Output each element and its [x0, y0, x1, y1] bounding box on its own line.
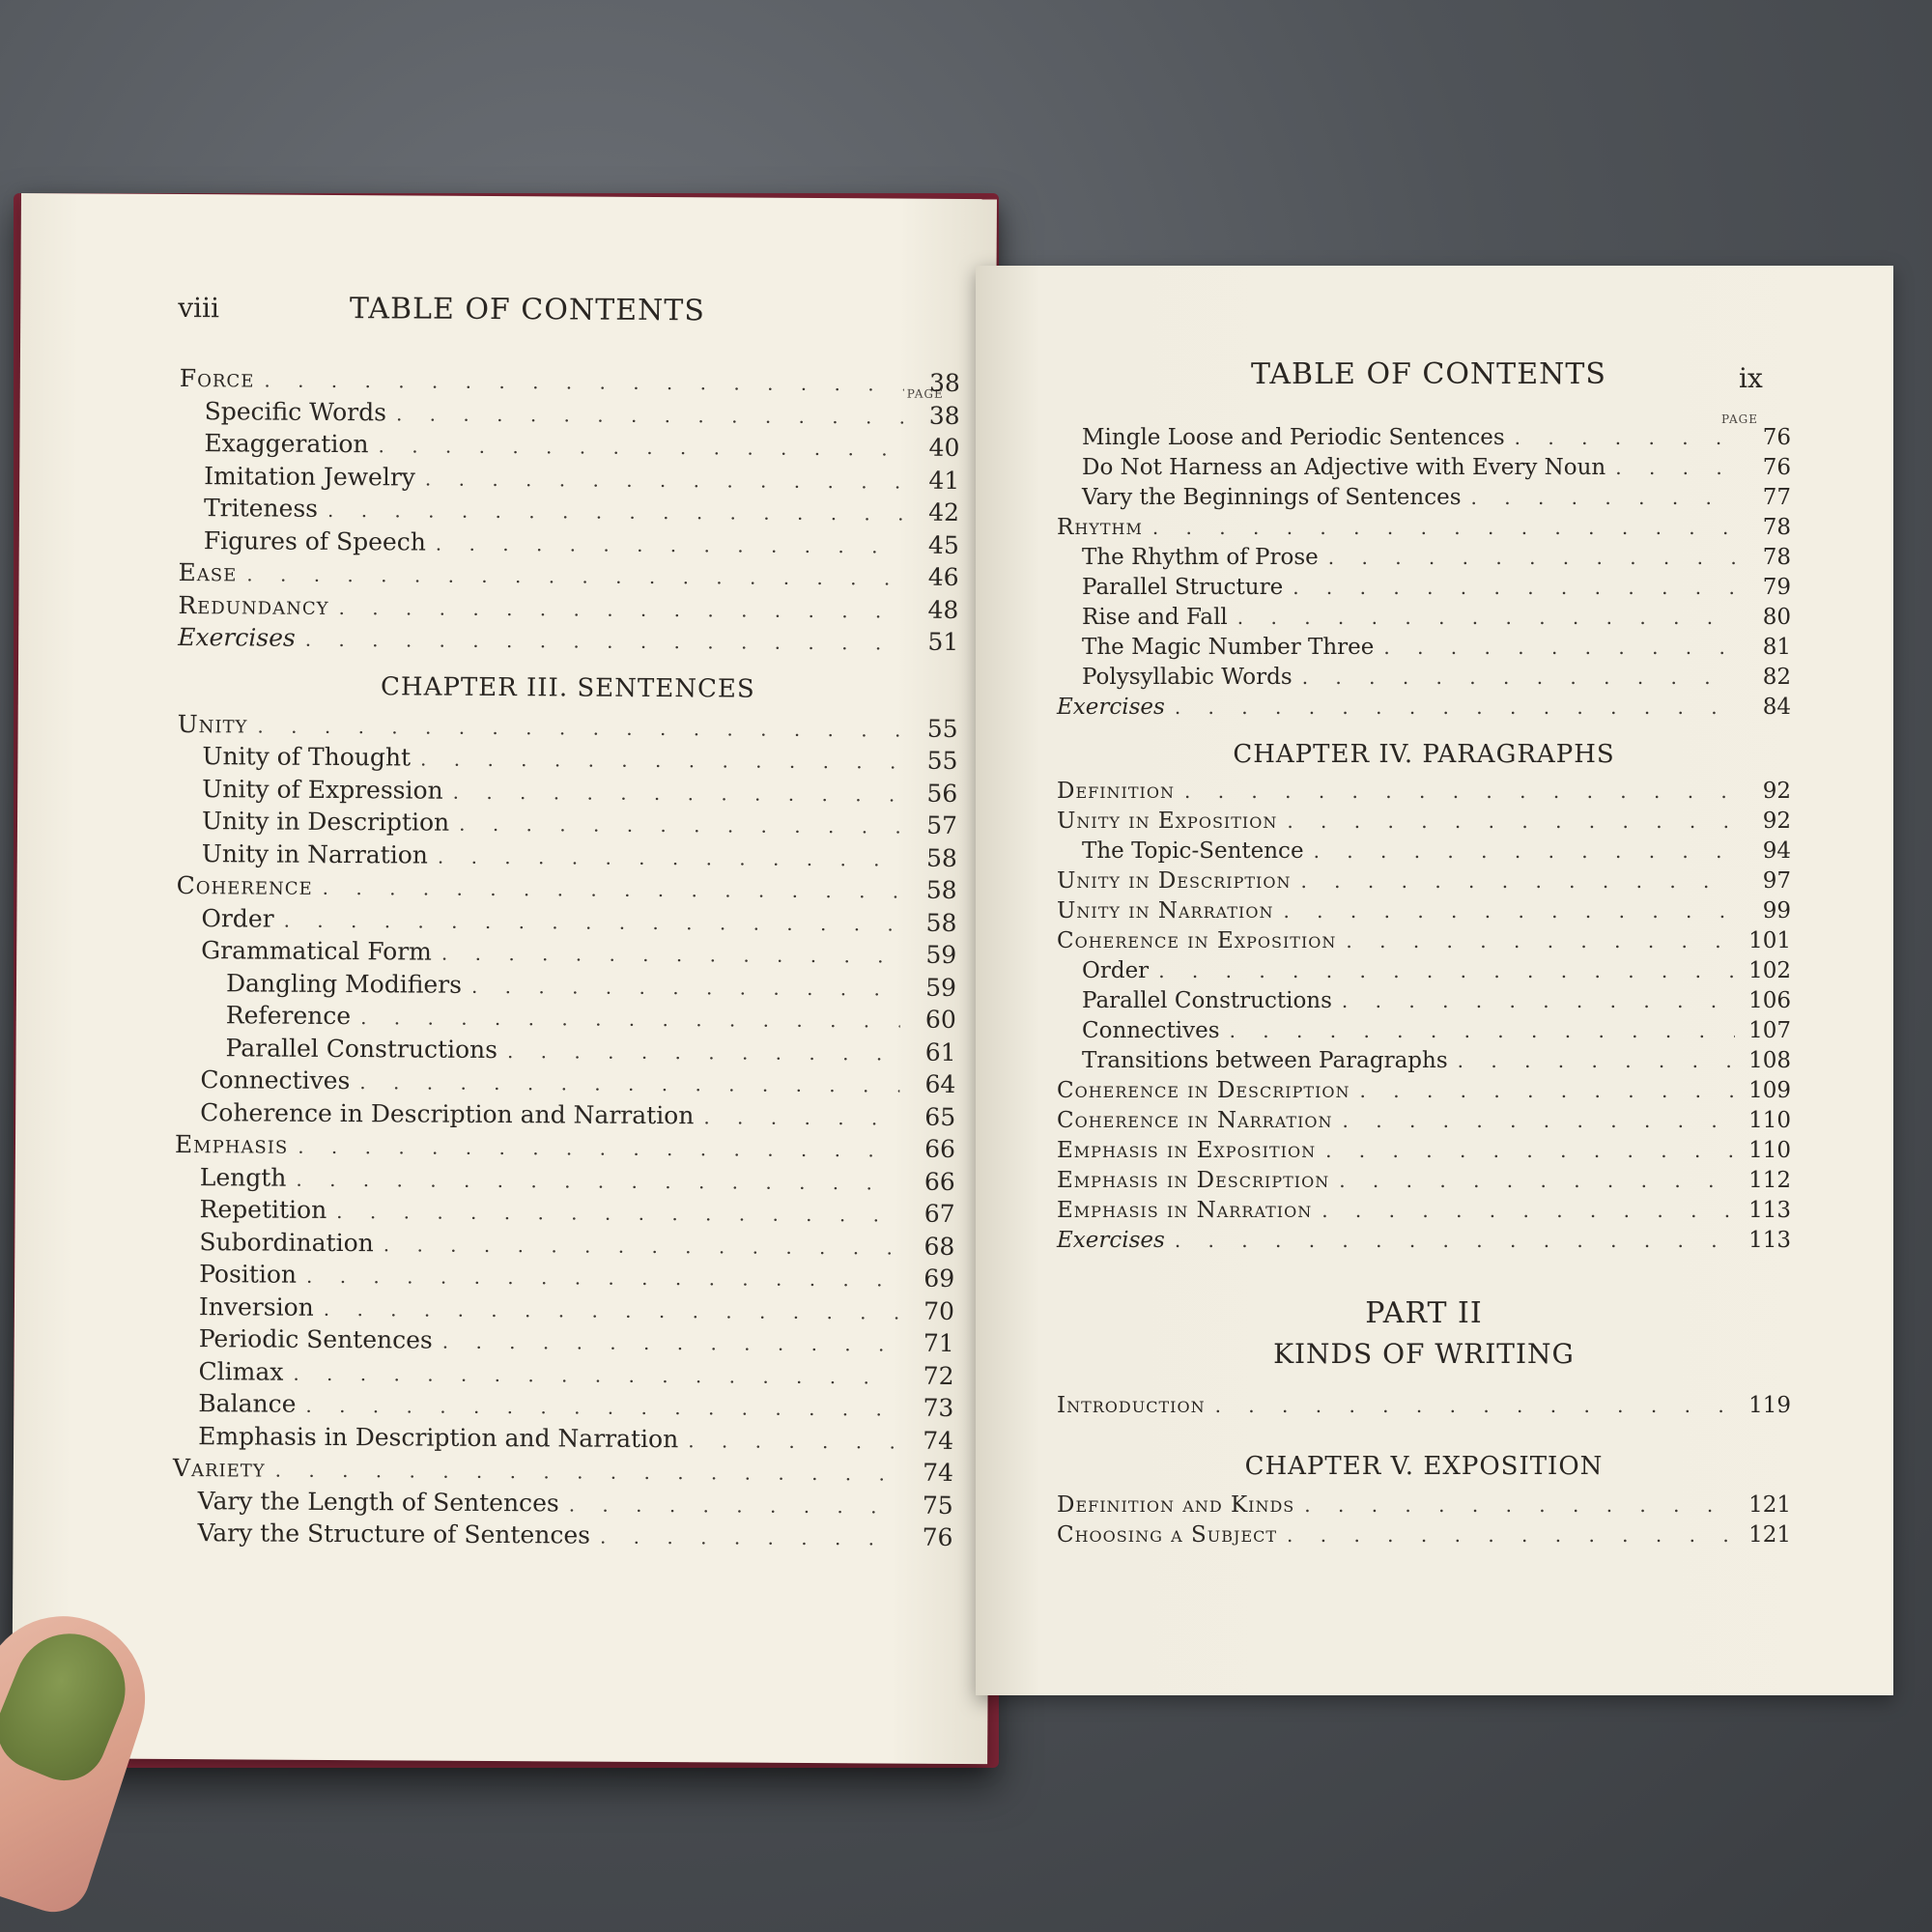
- toc-entry-page: 73: [923, 1393, 954, 1422]
- toc-entry-page: 109: [1748, 1078, 1791, 1103]
- left-page-title: TABLE OF CONTENTS: [349, 292, 705, 328]
- toc-entry-page: 69: [923, 1264, 955, 1293]
- toc-entry: [175, 1065, 955, 1102]
- toc-entry-page: 78: [1762, 515, 1791, 540]
- toc-entry: [175, 1033, 955, 1069]
- dot-leader: [1302, 666, 1735, 689]
- dot-leader: [1360, 1079, 1735, 1102]
- toc-entry: [175, 1130, 955, 1167]
- toc-entry-title: Inversion: [198, 1292, 314, 1321]
- dot-leader: [1230, 1019, 1735, 1042]
- toc-entry-title: Parallel Constructions: [225, 1033, 498, 1064]
- dot-leader: [600, 1525, 897, 1550]
- toc-entry-title: Connectives: [1082, 1018, 1220, 1043]
- dot-leader: [338, 596, 902, 623]
- toc-entry-page: 59: [925, 940, 957, 969]
- toc-entry-page: 41: [928, 466, 960, 495]
- toc-entry-page: 77: [1762, 485, 1791, 510]
- toc-entry-page: 58: [925, 875, 957, 904]
- toc-entry: [1057, 1522, 1791, 1552]
- toc-entry-title: Subordination: [199, 1227, 374, 1257]
- toc-entry-page: 74: [923, 1458, 954, 1487]
- dot-leader: [246, 562, 902, 589]
- toc-entry: [174, 1195, 954, 1232]
- toc-entry-title: Coherence: [176, 870, 313, 900]
- toc-entry-title: Emphasis in Description and Narration: [198, 1421, 679, 1453]
- toc-entry: [1057, 425, 1791, 455]
- toc-entry-title: Exercises: [178, 622, 296, 652]
- toc-entry-title: Unity of Expression: [202, 774, 443, 805]
- dot-leader: [1283, 899, 1735, 923]
- toc-entry-title: Vary the Beginnings of Sentences: [1082, 485, 1462, 510]
- toc-entry-title: Redundancy: [178, 590, 329, 620]
- toc-entry-page: 79: [1762, 575, 1791, 600]
- toc-entry: [179, 429, 959, 466]
- toc-entry: [177, 838, 957, 875]
- toc-entry-title: Emphasis in Description: [1057, 1168, 1330, 1193]
- toc-entry: [1057, 868, 1791, 898]
- toc-entry-title: Parallel Constructions: [1082, 988, 1332, 1013]
- toc-entry-page: 59: [925, 973, 957, 1002]
- dot-leader: [438, 844, 901, 870]
- right-page-label: PAGE: [1721, 412, 1758, 426]
- toc-entry-title: Length: [199, 1162, 287, 1192]
- toc-entry-page: 66: [924, 1134, 956, 1163]
- toc-entry: [173, 1356, 953, 1393]
- dot-leader: [1458, 1049, 1735, 1072]
- dot-leader: [327, 498, 903, 526]
- dot-leader: [1287, 1523, 1735, 1547]
- toc-entry-title: Connectives: [200, 1065, 351, 1095]
- toc-entry: [1057, 1393, 1791, 1423]
- toc-entry-page: 67: [923, 1199, 955, 1228]
- toc-entry: [1057, 928, 1791, 958]
- toc-entry-title: The Magic Number Three: [1082, 635, 1375, 660]
- toc-entry-title: Choosing a Subject: [1057, 1522, 1278, 1548]
- toc-entry-page: 92: [1762, 779, 1791, 804]
- toc-entry-title: Vary the Structure of Sentences: [197, 1519, 591, 1549]
- toc-entry-page: 68: [923, 1232, 955, 1261]
- part-subheading: KINDS OF WRITING: [1273, 1338, 1575, 1370]
- dot-leader: [1383, 636, 1735, 659]
- right-page: [976, 266, 1893, 1695]
- toc-entry-title: Coherence in Description: [1057, 1078, 1350, 1103]
- toc-entry: [1057, 1078, 1791, 1108]
- dot-leader: [1343, 1109, 1735, 1132]
- toc-entry-page: 51: [927, 627, 959, 656]
- toc-entry: [173, 1454, 953, 1491]
- dot-leader: [420, 748, 902, 774]
- toc-entry-page: 38: [928, 368, 960, 397]
- toc-entry-title: Emphasis: [174, 1129, 289, 1159]
- toc-entry: [179, 526, 959, 563]
- toc-entry-title: Triteness: [203, 494, 319, 523]
- dot-leader: [442, 1330, 898, 1356]
- toc-entry-title: Polysyllabic Words: [1082, 665, 1293, 690]
- toc-entry-page: 121: [1748, 1492, 1791, 1518]
- toc-section-force: [178, 364, 960, 660]
- toc-entry-title: Exercises: [1057, 695, 1165, 720]
- toc-entry: [173, 1389, 953, 1426]
- toc-entry: [177, 871, 957, 908]
- dot-leader: [264, 369, 904, 396]
- toc-entry-page: 55: [926, 746, 958, 775]
- dot-leader: [1321, 1199, 1735, 1222]
- dot-leader: [257, 714, 901, 741]
- toc-entry: [178, 709, 958, 746]
- toc-entry: [1057, 1492, 1791, 1522]
- toc-entry-title: Rhythm: [1057, 515, 1143, 540]
- toc-entry-title: Rise and Fall: [1082, 605, 1228, 630]
- toc-entry: [1057, 838, 1791, 868]
- toc-entry-title: Force: [179, 364, 255, 393]
- dot-leader: [305, 628, 903, 655]
- toc-section-variety-rhythm: [1057, 425, 1791, 724]
- part-heading: PART II: [1365, 1296, 1483, 1330]
- toc-entry-title: Coherence in Narration: [1057, 1108, 1333, 1133]
- toc-entry: [178, 591, 958, 628]
- toc-entry-title: Variety: [172, 1453, 266, 1483]
- toc-entry-title: Specific Words: [204, 396, 387, 426]
- toc-entry: [177, 742, 957, 779]
- toc-entry: [172, 1519, 952, 1555]
- toc-entry: [174, 1227, 954, 1264]
- toc-entry: [177, 807, 957, 843]
- toc-entry-page: 40: [928, 433, 960, 462]
- toc-entry-title: Unity in Narration: [1057, 898, 1274, 923]
- toc-entry: [1057, 809, 1791, 838]
- toc-entry-title: Coherence in Exposition: [1057, 928, 1337, 953]
- dot-leader: [336, 1200, 898, 1227]
- toc-entry-title: Parallel Structure: [1082, 575, 1284, 600]
- toc-entry: [176, 936, 956, 973]
- toc-entry-title: Climax: [198, 1356, 284, 1386]
- toc-entry-title: The Topic-Sentence: [1082, 838, 1304, 864]
- toc-entry-title: Do Not Harness an Adjective with Every Noun: [1082, 455, 1606, 480]
- toc-entry: [180, 397, 960, 434]
- toc-entry-page: 110: [1748, 1138, 1791, 1163]
- dot-leader: [703, 1105, 899, 1129]
- toc-entry: [1057, 958, 1791, 988]
- toc-entry-title: Transitions between Paragraphs: [1082, 1048, 1448, 1073]
- dot-leader: [436, 531, 903, 557]
- toc-entry: [173, 1486, 953, 1522]
- right-toc: [1057, 425, 1791, 1552]
- toc-entry: [1057, 515, 1791, 545]
- toc-entry-title: Dangling Modifiers: [225, 968, 463, 999]
- dot-leader: [1328, 546, 1735, 569]
- chapter-heading: CHAPTER V. EXPOSITION: [1244, 1452, 1604, 1481]
- toc-entry-title: Reference: [225, 1001, 352, 1031]
- dot-leader: [688, 1429, 897, 1453]
- toc-entry: [1057, 1108, 1791, 1138]
- toc-entry: [178, 558, 958, 595]
- dot-leader: [1152, 516, 1735, 539]
- dot-leader: [1342, 989, 1735, 1012]
- toc-entry-title: Imitation Jewelry: [204, 461, 416, 491]
- dot-leader: [1339, 1169, 1735, 1192]
- dot-leader: [1300, 869, 1735, 893]
- toc-entry-page: 56: [926, 779, 958, 808]
- toc-entry: [1057, 1168, 1791, 1198]
- dot-leader: [396, 402, 904, 428]
- toc-entry-title: Grammatical Form: [201, 936, 433, 966]
- toc-entry-page: 58: [925, 908, 957, 937]
- toc-entry: [174, 1324, 954, 1361]
- toc-entry: [1057, 695, 1791, 724]
- toc-entry: [1057, 485, 1791, 515]
- toc-entry-page: 57: [926, 810, 958, 839]
- dot-leader: [1471, 486, 1735, 509]
- toc-entry-page: 102: [1748, 958, 1791, 983]
- toc-entry-page: 55: [926, 714, 958, 743]
- dot-leader: [1287, 810, 1735, 833]
- toc-entry-title: Unity: [177, 709, 248, 738]
- dot-leader: [298, 1135, 899, 1162]
- toc-entry-page: 108: [1748, 1048, 1791, 1073]
- toc-entry-page: 46: [927, 562, 959, 591]
- toc-entry: [1057, 1048, 1791, 1078]
- toc-entry-title: Unity in Description: [201, 807, 450, 837]
- toc-entry-title: Order: [201, 903, 274, 933]
- toc-entry-title: Definition and Kinds: [1057, 1492, 1295, 1518]
- right-folio: ix: [1739, 362, 1763, 394]
- chapter-heading: CHAPTER III. SENTENCES: [380, 671, 755, 704]
- dot-leader: [384, 1233, 899, 1259]
- toc-entry: [1057, 1138, 1791, 1168]
- dot-leader: [323, 876, 901, 903]
- toc-entry-title: The Rhythm of Prose: [1082, 545, 1319, 570]
- dot-leader: [425, 467, 903, 493]
- toc-entry-page: 78: [1762, 545, 1791, 570]
- toc-entry-page: 106: [1748, 988, 1791, 1013]
- toc-entry: [173, 1421, 953, 1458]
- dot-leader: [453, 780, 902, 806]
- dot-leader: [569, 1492, 897, 1518]
- toc-entry: [177, 774, 957, 810]
- dot-leader: [305, 1394, 897, 1421]
- toc-entry: [176, 1001, 956, 1037]
- left-page-label: PAGE: [906, 386, 944, 401]
- toc-entry: [1057, 665, 1791, 695]
- dot-leader: [1215, 1394, 1735, 1417]
- dot-leader: [275, 1459, 897, 1486]
- toc-entry-page: 72: [923, 1361, 954, 1390]
- toc-entry-title: Emphasis in Exposition: [1057, 1138, 1317, 1163]
- toc-entry-page: 113: [1748, 1228, 1791, 1253]
- dot-leader: [1293, 576, 1735, 599]
- toc-section-paragraphs: [1057, 779, 1791, 1258]
- dot-leader: [1314, 839, 1735, 863]
- dot-leader: [1325, 1139, 1735, 1162]
- toc-entry: [179, 462, 959, 498]
- right-page-title: TABLE OF CONTENTS: [1251, 357, 1606, 391]
- toc-entry-title: Unity in Exposition: [1057, 809, 1278, 834]
- toc-entry-title: Unity in Narration: [201, 838, 429, 869]
- toc-entry-title: Emphasis in Narration: [1057, 1198, 1313, 1223]
- dot-leader: [306, 1264, 898, 1292]
- dot-leader: [459, 812, 901, 838]
- dot-leader: [360, 1006, 900, 1032]
- toc-entry-page: 48: [927, 595, 959, 624]
- toc-entry-page: 94: [1762, 838, 1791, 864]
- dot-leader: [1184, 780, 1735, 803]
- toc-entry-title: Order: [1082, 958, 1150, 983]
- dot-leader: [1237, 606, 1735, 629]
- dot-leader: [378, 434, 903, 460]
- toc-entry-page: 45: [927, 530, 959, 559]
- toc-entry: [1057, 1018, 1791, 1048]
- toc-entry-page: 110: [1748, 1108, 1791, 1133]
- dot-leader: [1615, 456, 1735, 479]
- toc-entry: [180, 364, 960, 401]
- dot-leader: [1175, 696, 1735, 719]
- left-header: [178, 291, 705, 327]
- dot-leader: [284, 908, 901, 935]
- toc-entry: [1057, 1198, 1791, 1228]
- dot-leader: [324, 1296, 898, 1323]
- toc-entry-page: 82: [1762, 665, 1791, 690]
- toc-entry-title: Repetition: [199, 1195, 327, 1224]
- toc-entry-page: 99: [1762, 898, 1791, 923]
- toc-entry: [176, 968, 956, 1005]
- toc-entry-title: Vary the Length of Sentences: [197, 1486, 559, 1517]
- toc-entry-page: 61: [924, 1037, 956, 1066]
- toc-entry-page: 66: [923, 1167, 955, 1196]
- toc-entry: [1057, 988, 1791, 1018]
- toc-entry-page: 38: [928, 401, 960, 430]
- toc-entry-title: Exercises: [1057, 1228, 1165, 1253]
- toc-entry-page: 42: [928, 497, 960, 526]
- toc-entry: [179, 494, 959, 530]
- toc-entry: [1057, 635, 1791, 665]
- toc-entry-page: 65: [924, 1102, 956, 1131]
- toc-entry-page: 58: [925, 843, 957, 872]
- toc-entry: [174, 1260, 954, 1296]
- dot-leader: [1346, 929, 1735, 952]
- toc-entry-page: 74: [923, 1426, 954, 1455]
- dot-leader: [1515, 426, 1735, 449]
- toc-entry-page: 76: [922, 1522, 953, 1551]
- left-folio: viii: [178, 291, 220, 325]
- toc-entry: [1057, 898, 1791, 928]
- toc-entry: [178, 623, 958, 660]
- toc-entry-page: 84: [1762, 695, 1791, 720]
- toc-entry-page: 70: [923, 1296, 955, 1325]
- toc-entry-page: 81: [1762, 635, 1791, 660]
- toc-entry-title: Unity in Description: [1057, 868, 1292, 894]
- toc-entry-page: 113: [1748, 1198, 1791, 1223]
- left-toc: [172, 364, 959, 1555]
- toc-section-sentences: [172, 709, 957, 1555]
- toc-entry-page: 92: [1762, 809, 1791, 834]
- toc-entry-title: Position: [199, 1260, 298, 1289]
- toc-entry-page: 76: [1762, 455, 1791, 480]
- toc-entry: [1057, 545, 1791, 575]
- toc-entry-page: 121: [1748, 1522, 1791, 1548]
- dot-leader: [359, 1070, 899, 1096]
- toc-entry-page: 107: [1748, 1018, 1791, 1043]
- toc-entry-page: 112: [1748, 1168, 1791, 1193]
- toc-entry-page: 60: [924, 1005, 956, 1034]
- toc-entry-page: 101: [1748, 928, 1791, 953]
- toc-entry-page: 64: [924, 1069, 956, 1098]
- toc-section-part-two: [1057, 1393, 1791, 1423]
- toc-entry-page: 71: [923, 1328, 954, 1357]
- toc-entry: [1057, 1228, 1791, 1258]
- dot-leader: [441, 942, 900, 968]
- toc-entry-title: Exaggeration: [204, 429, 369, 459]
- dot-leader: [296, 1167, 898, 1194]
- toc-entry: [175, 1097, 955, 1134]
- toc-entry-title: Introduction: [1057, 1393, 1206, 1418]
- toc-entry-title: Balance: [198, 1389, 297, 1418]
- dot-leader: [471, 974, 900, 1000]
- dot-leader: [293, 1361, 897, 1388]
- toc-entry: [175, 1162, 955, 1199]
- toc-entry: [1057, 605, 1791, 635]
- dot-leader: [507, 1039, 900, 1065]
- dot-leader: [1304, 1493, 1735, 1517]
- toc-entry: [176, 903, 956, 940]
- toc-entry-title: Coherence in Description and Narration: [200, 1097, 695, 1129]
- toc-entry-title: Mingle Loose and Periodic Sentences: [1082, 425, 1505, 450]
- toc-entry-title: Unity of Thought: [202, 742, 412, 772]
- toc-entry-title: Definition: [1057, 779, 1175, 804]
- dot-leader: [1175, 1229, 1735, 1252]
- toc-entry-page: 97: [1762, 868, 1791, 894]
- toc-entry-page: 80: [1762, 605, 1791, 630]
- toc-entry-page: 119: [1748, 1393, 1791, 1418]
- toc-entry-page: 76: [1762, 425, 1791, 450]
- toc-entry: [1057, 575, 1791, 605]
- toc-entry: [1057, 455, 1791, 485]
- toc-section-exposition: [1057, 1492, 1791, 1552]
- toc-entry: [174, 1292, 954, 1328]
- toc-entry-title: Periodic Sentences: [198, 1324, 433, 1354]
- toc-entry: [1057, 779, 1791, 809]
- left-page: [12, 193, 997, 1764]
- toc-entry-page: 75: [922, 1491, 953, 1520]
- toc-entry-title: Figures of Speech: [203, 526, 426, 556]
- dot-leader: [1158, 959, 1735, 982]
- toc-entry-title: Ease: [178, 558, 238, 587]
- chapter-heading: CHAPTER IV. PARAGRAPHS: [1233, 740, 1615, 769]
